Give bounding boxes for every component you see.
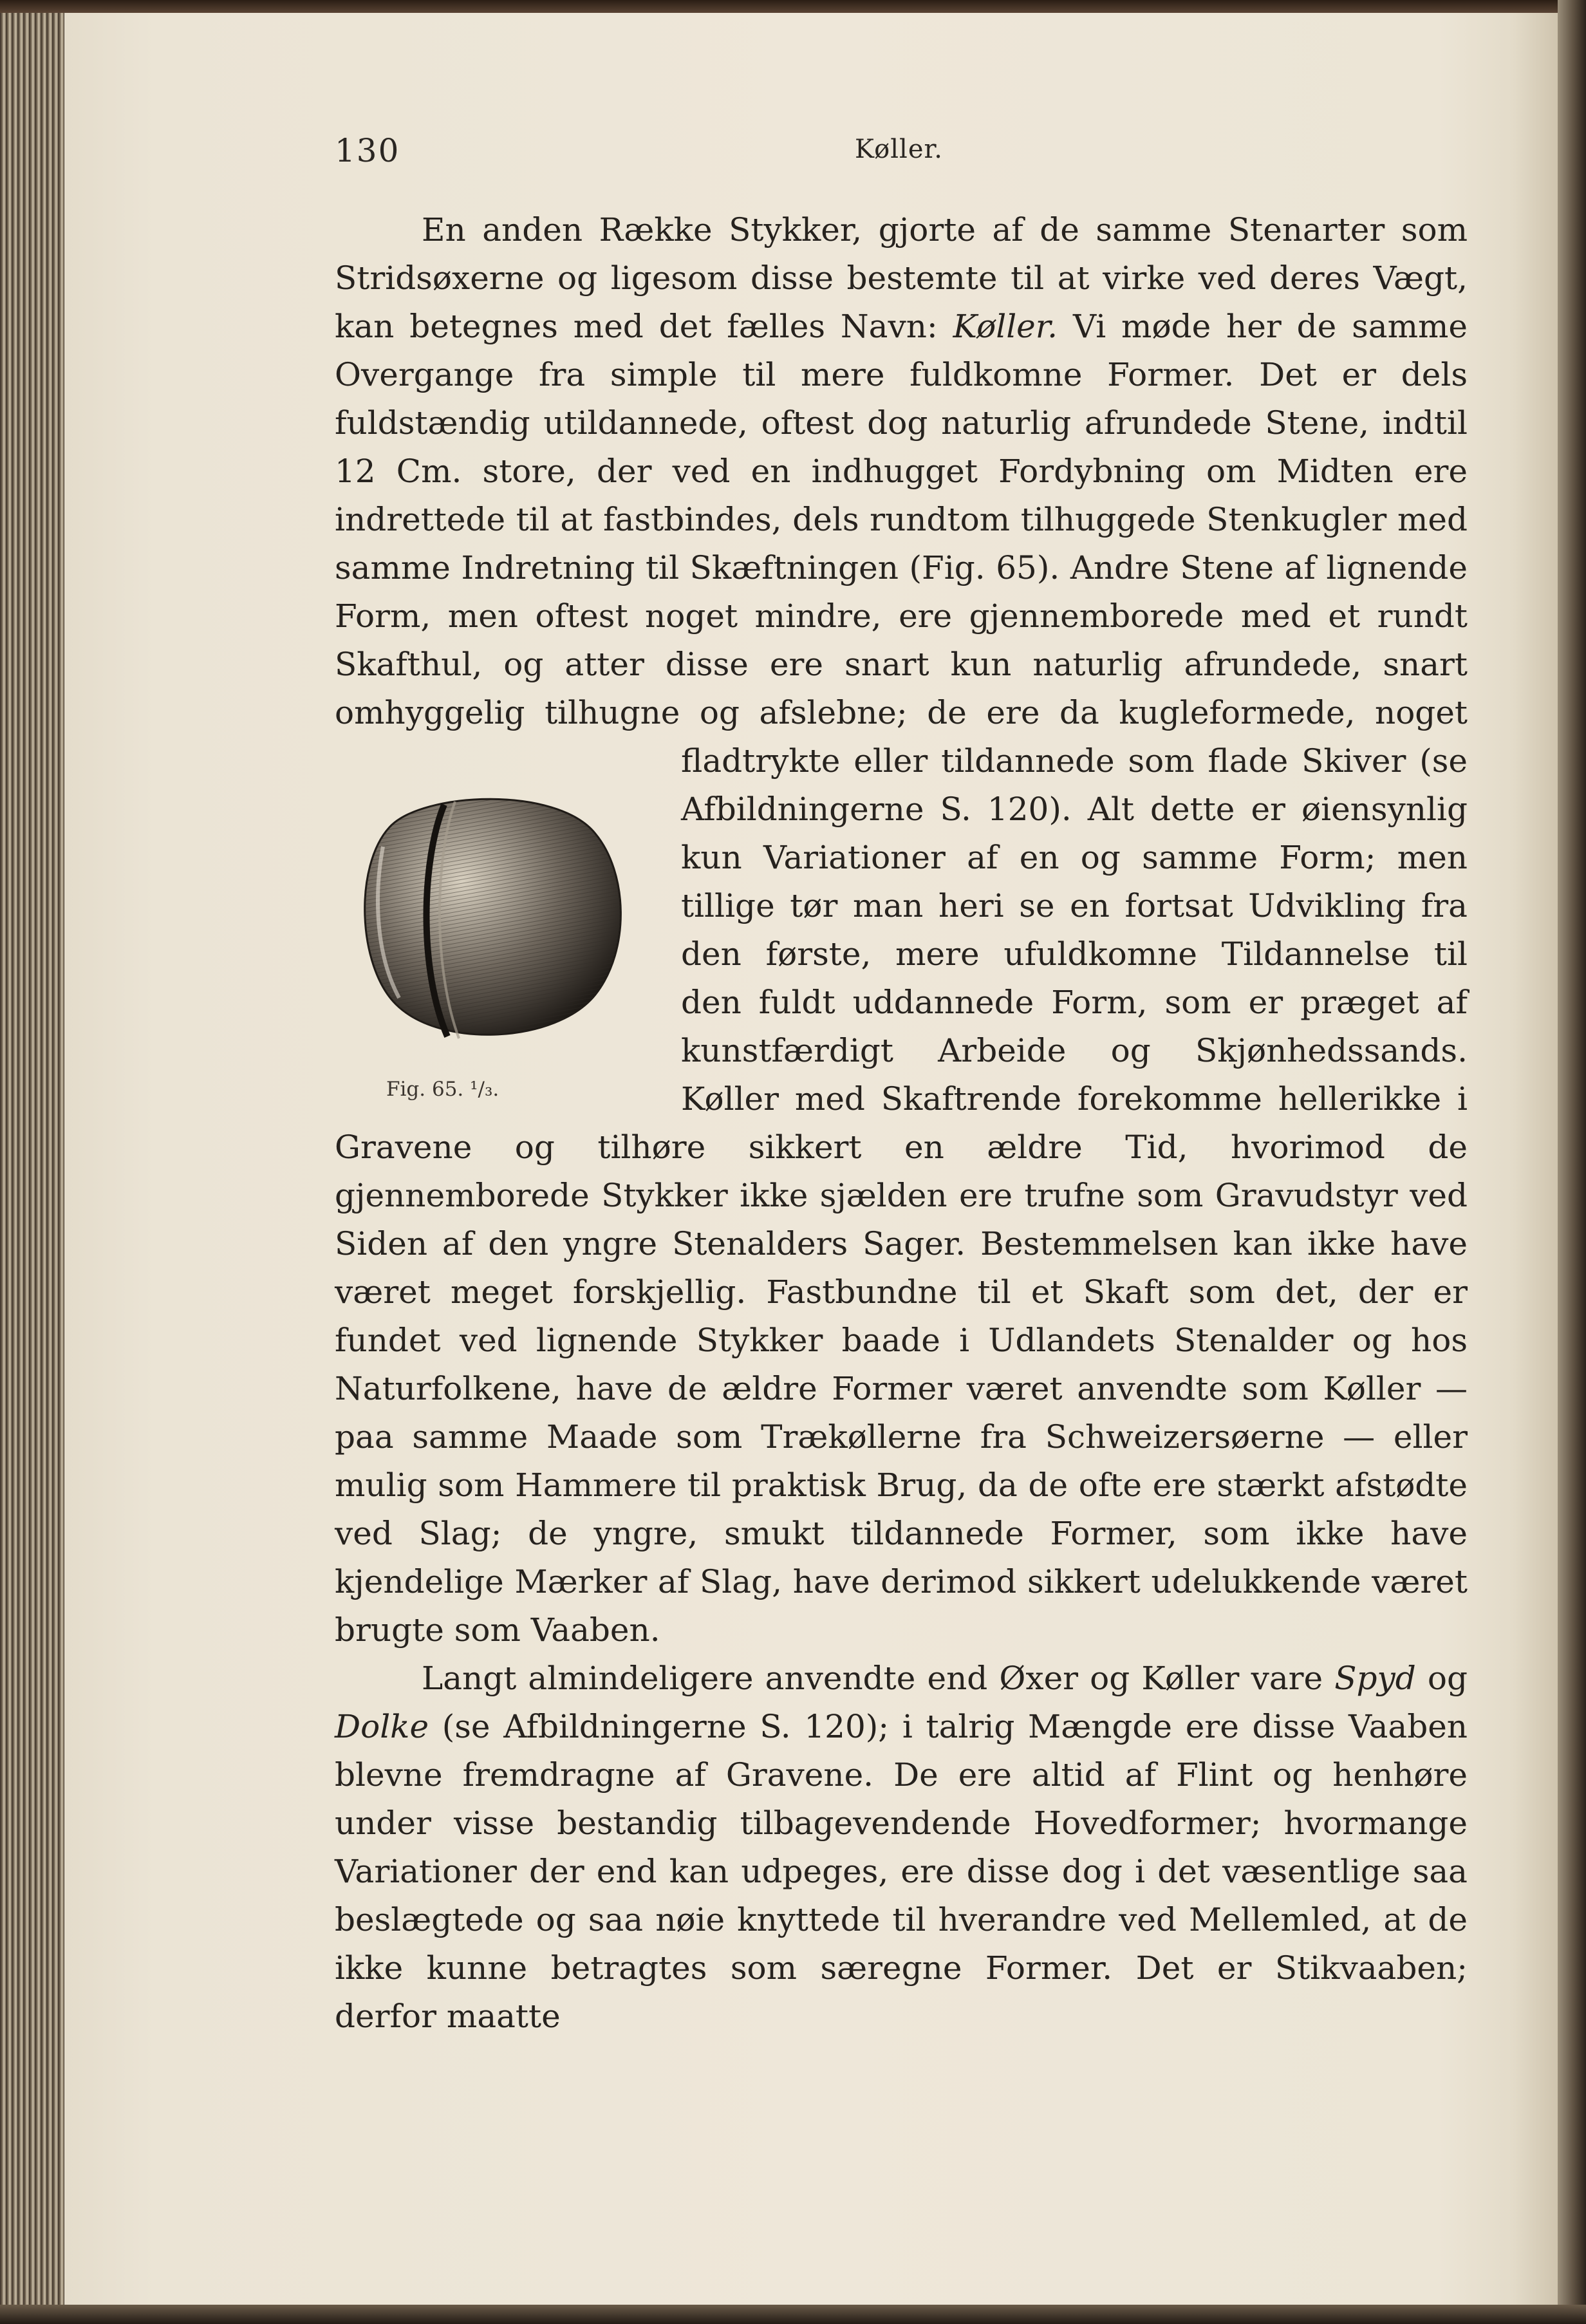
- bottom-edge: [0, 2305, 1586, 2324]
- paragraph-1-after-figure: Skiver (se Afbildningerne S. 120). Alt dette er øiensynlig kun Variationer af en og samme Form; men tillige tør man heri se en fortsat Udvikling fra den første, mere ufuldkomne Tildannelse til den fuldt uddannede Form, som er præget af kunstfærdigt Arbeide og Skjønhedssands. Køller med Skaftrende forekomme hellerikke i Gravene og tilhøre sikkert en ældre Tid, hvorimod de gjennemborede Stykker ikke sjælden ere trufne som Gravudstyr ved Siden af den yngre Stenalders Sager. Bestemmelsen kan ikke have været meget forskjellig. Fastbundne til et Skaft som det, der er fundet ved lignende Stykker baade i Udlandets Stenalder og hos Naturfolkene, have de ældre Former været anvendte som Køller — paa samme Maade som Trækøllerne fra Schweizersøerne — eller mulig som Hammere til praktisk Brug, da de ofte ere stærkt afstødte ved Slag; de yngre, smukt tildannede Former, som ikke have kjendelige Mærker af Slag, have derimod sikkert udelukkende været brugte som Vaaben.: [335, 742, 1468, 1649]
- figure-caption: Fig. 65. ¹/₃.: [386, 1078, 499, 1101]
- paragraph-2-before: Langt almindeligere anvendte end Øxer og Køller vare: [422, 1660, 1335, 1697]
- term-koller: Køller.: [953, 308, 1058, 345]
- page-edge: [1558, 0, 1586, 2324]
- paragraph-2: [335, 1654, 1468, 2041]
- paragraph-2-after: (se Afbildningerne S. 120); i talrig Mængde ere disse Vaaben blevne fremdragne af Gravene. De ere altid af Flint og henhøre under visse bestandig tilbagevendende Hovedformer; hvormange Variationer der end kan udpeges, ere disse dog i det væsentlige saa beslægtede og saa nøie knyttede til hverandre ved Mellemled, at de ikke kunne betragtes som særegne Former. Det er Stikvaaben; derfor maatte: [335, 1708, 1468, 2035]
- stone-club-illustration: [344, 782, 628, 1053]
- book-binding: [0, 0, 64, 2324]
- page-number: 130: [335, 132, 400, 169]
- paragraph-1-after: Vi møde her de samme Overgange fra simple til mere fuldkomne Former. Det er dels fuldstændig utildannede, oftest dog naturlig afrundede Stene, indtil 12 Cm. store, der ved en indhugget Fordybning om Midten ere indrettede til at fastbindes, dels rundtom tilhuggede Stenkugler med samme Indretning til Skæftningen (Fig. 65). Andre Stene af lignende Form, men oftest noget mindre, ere gjennemborede med et rundt Skafthul, og atter disse ere snart kun naturlig afrundede, snart omhyggelig tilhugne og afslebne; de ere da kugleformede, noget fladtrykte eller tildannede som flade: [335, 308, 1468, 780]
- body-text: [335, 206, 1468, 2041]
- paragraph-2-middle: og: [1415, 1660, 1468, 1697]
- term-dolke: Dolke: [335, 1708, 429, 1745]
- term-spyd: Spyd: [1334, 1660, 1416, 1697]
- paragraph-1-before: En anden Række Stykker, gjorte af de samme Stenarter som Stridsøxerne og ligesom disse bestemte til at virke ved deres Vægt, kan betegnes med det fælles Navn:: [335, 211, 1468, 345]
- figure-65: [335, 737, 657, 1123]
- page-header: [335, 132, 1480, 183]
- running-head: Køller.: [855, 135, 943, 164]
- paragraph-1: [335, 206, 1468, 1654]
- top-edge: [0, 0, 1586, 13]
